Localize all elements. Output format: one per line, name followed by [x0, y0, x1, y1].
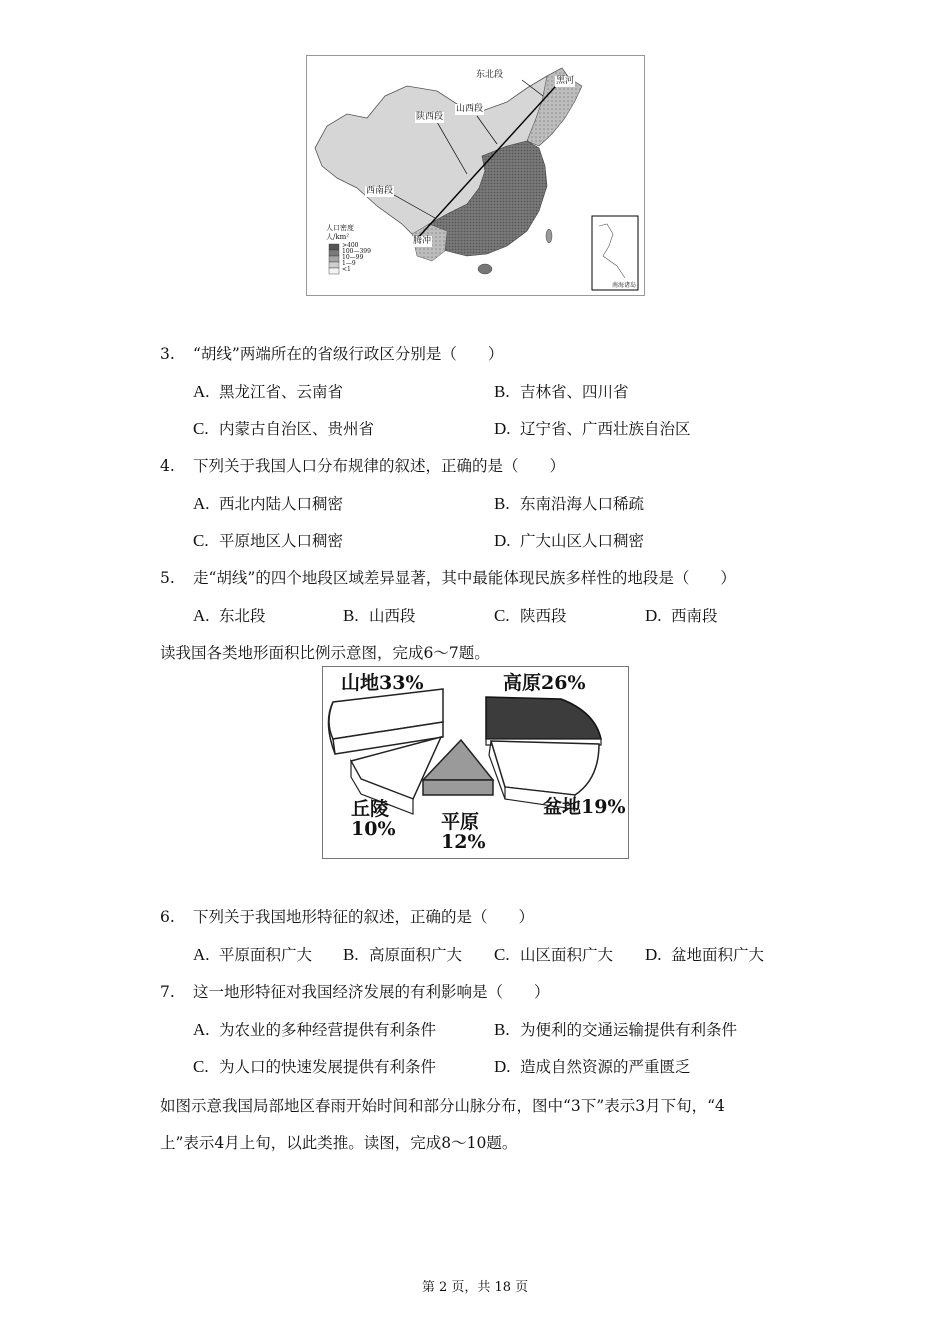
q3-option-a[interactable]	[193, 380, 343, 402]
question-text: 这一地形特征对我国经济发展的有利影响是（ ）	[193, 983, 550, 1001]
intro-terrain: 读我国各类地形面积比例示意图，完成6～7题。	[160, 644, 490, 662]
q7-option-b[interactable]	[494, 1018, 737, 1040]
legend-unit: 人/km²	[326, 233, 350, 241]
option-text: 造成自然资源的严重匮乏	[520, 1058, 691, 1076]
option-letter: A.	[193, 494, 210, 513]
q5-option-c[interactable]	[494, 604, 567, 626]
option-letter: D.	[645, 945, 662, 964]
question-text: “胡线”两端所在的省级行政区分别是（ ）	[193, 345, 504, 363]
option-letter: C.	[193, 419, 209, 438]
option-text: 东南沿海人口稀疏	[520, 495, 645, 513]
question-number: 3.	[160, 345, 175, 363]
option-text: 东北段	[219, 607, 266, 625]
option-text: 山西段	[369, 607, 416, 625]
option-letter: A.	[193, 1020, 210, 1039]
option-letter: C.	[193, 531, 209, 550]
inset-label: 南海诸岛	[612, 282, 637, 289]
question-text: 下列关于我国地形特征的叙述，正确的是（ ）	[193, 908, 535, 926]
option-text: 为人口的快速发展提供有利条件	[219, 1058, 437, 1076]
q3-option-c[interactable]	[193, 417, 374, 439]
question-4	[160, 454, 565, 476]
option-letter: D.	[494, 1057, 511, 1076]
option-text: 盆地面积广大	[671, 946, 765, 964]
option-letter: C.	[494, 945, 510, 964]
option-text: 为农业的多种经营提供有利条件	[219, 1021, 437, 1039]
q4-option-c[interactable]	[193, 529, 343, 551]
option-letter: A.	[193, 606, 210, 625]
question-7	[160, 980, 550, 1002]
q3-option-b[interactable]	[494, 380, 629, 402]
legend-title: 人口密度	[326, 224, 354, 232]
q7-option-d[interactable]	[494, 1055, 691, 1077]
label-plain: 平原	[441, 811, 480, 833]
q3-option-d[interactable]	[494, 417, 691, 439]
page-footer: 第 2 页，共 18 页	[421, 1280, 529, 1295]
option-letter: D.	[645, 606, 662, 625]
question-number: 7.	[160, 983, 175, 1001]
label-hill-percent: 10%	[351, 818, 396, 840]
slice-plateau	[486, 697, 601, 739]
label-plateau: 高原26%	[503, 672, 586, 694]
q7-option-a[interactable]	[193, 1018, 436, 1040]
legend-item: 1—9	[342, 260, 356, 267]
option-text: 高原面积广大	[369, 946, 463, 964]
option-letter: B.	[494, 1020, 510, 1039]
label-shanxi-segment: 山西段	[456, 104, 484, 114]
q6-option-a[interactable]	[193, 943, 312, 965]
option-letter: C.	[494, 606, 510, 625]
q6-option-d[interactable]	[645, 943, 764, 965]
q6-option-b[interactable]	[343, 943, 462, 965]
label-hill: 丘陵	[351, 798, 390, 820]
legend-item: 100—399	[342, 248, 371, 255]
option-text: 平原地区人口稠密	[219, 532, 344, 550]
question-text: 走“胡线”的四个地段区域差异显著，其中最能体现民族多样性的地段是（ ）	[193, 569, 736, 587]
intro-rain-line-2: 上”表示4月上旬，以此类推。读图，完成8～10题。	[160, 1134, 518, 1152]
option-letter: D.	[494, 531, 511, 550]
q6-option-c[interactable]	[494, 943, 613, 965]
option-letter: B.	[343, 945, 359, 964]
q4-option-a[interactable]	[193, 492, 343, 514]
question-number: 6.	[160, 908, 175, 926]
question-6	[160, 905, 534, 927]
terrain-pie-chart	[322, 666, 629, 859]
option-letter: D.	[494, 419, 511, 438]
option-letter: B.	[494, 382, 510, 401]
question-number: 4.	[160, 457, 175, 475]
option-text: 广大山区人口稠密	[520, 532, 645, 550]
option-text: 辽宁省、广西壮族自治区	[520, 420, 691, 438]
option-text: 平原面积广大	[219, 946, 313, 964]
label-shaanxi-segment: 陕西段	[416, 112, 444, 122]
label-heihe: 黑河	[556, 76, 575, 86]
label-tengchong: 腾冲	[413, 236, 432, 246]
option-text: 为便利的交通运输提供有利条件	[520, 1021, 738, 1039]
question-number: 5.	[160, 569, 175, 587]
option-text: 吉林省、四川省	[520, 383, 629, 401]
option-text: 山区面积广大	[520, 946, 614, 964]
option-text: 陕西段	[520, 607, 567, 625]
label-mountain: 山地33%	[341, 672, 424, 694]
legend-item: >400	[342, 242, 359, 249]
question-5	[160, 566, 736, 588]
option-letter: A.	[193, 945, 210, 964]
label-northeast-segment: 东北段	[476, 70, 504, 80]
legend-item: <1	[342, 266, 351, 273]
q5-option-a[interactable]	[193, 604, 266, 626]
option-text: 黑龙江省、云南省	[219, 383, 344, 401]
q4-option-b[interactable]	[494, 492, 644, 514]
question-3	[160, 342, 503, 364]
question-text: 下列关于我国人口分布规律的叙述，正确的是（ ）	[193, 457, 566, 475]
label-southwest-segment: 西南段	[366, 186, 394, 196]
q5-option-d[interactable]	[645, 604, 718, 626]
population-density-map	[306, 55, 645, 296]
intro-rain-line-1: 如图示意我国局部地区春雨开始时间和部分山脉分布，图中“3下”表示3月下旬，“4	[160, 1097, 725, 1115]
option-letter: A.	[193, 382, 210, 401]
q5-option-b[interactable]	[343, 604, 416, 626]
option-letter: B.	[343, 606, 359, 625]
option-text: 内蒙古自治区、贵州省	[219, 420, 375, 438]
q4-option-d[interactable]	[494, 529, 644, 551]
option-text: 西北内陆人口稠密	[219, 495, 344, 513]
label-basin: 盆地19%	[543, 796, 626, 818]
option-letter: B.	[494, 494, 510, 513]
label-plain-percent: 12%	[441, 831, 486, 853]
legend-item: 10—99	[342, 254, 364, 261]
q7-option-c[interactable]	[193, 1055, 436, 1077]
option-text: 西南段	[671, 607, 718, 625]
option-letter: C.	[193, 1057, 209, 1076]
